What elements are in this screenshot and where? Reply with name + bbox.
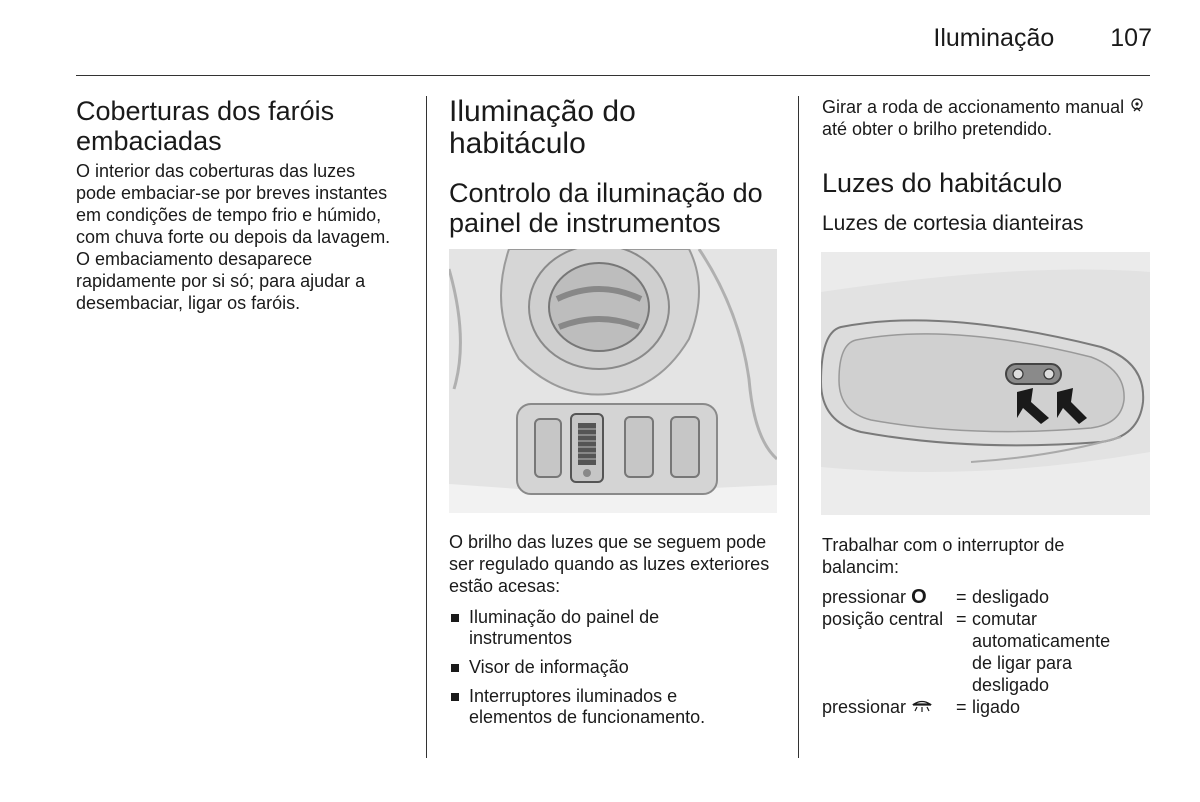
list-item: Visor de informação <box>449 657 784 678</box>
running-header <box>933 24 1152 53</box>
dashboard-figure <box>449 249 777 513</box>
column-divider-1 <box>426 96 427 758</box>
mode-result: ligado <box>972 697 1021 717</box>
mode-action: pressionar <box>822 696 956 718</box>
dimmer-instruction <box>822 96 1152 140</box>
headlight-fogging-heading: Coberturas dos faróis embaciadas <box>76 96 335 156</box>
dimmer-instruction-text-1: Girar a roda de accionamento manual <box>822 97 1125 117</box>
column-2 <box>449 96 784 238</box>
mode-result: desligado <box>972 587 1050 607</box>
dimmer-instruction-text-2: até obter o brilho pretendido. <box>822 119 1053 139</box>
page-number: 107 <box>1110 24 1152 52</box>
header-rule <box>76 75 1150 76</box>
column-1 <box>76 96 406 314</box>
panel-lighting-heading: Controlo da iluminação do painel de instrumentos <box>449 178 763 238</box>
column-3 <box>822 96 1157 236</box>
front-courtesy-lights-heading: Luzes de cortesia dianteiras <box>822 212 1084 235</box>
table-row <box>822 608 1132 696</box>
mode-action: posição central <box>822 609 944 629</box>
off-symbol: O <box>911 586 927 608</box>
brightness-intro: O brilho das luzes que se seguem pode ser regulado quando as luzes exteriores estão acesas: <box>449 532 770 596</box>
list-item: Interruptores iluminados e elementos de funcionamento. <box>449 686 749 728</box>
column-3-text <box>822 534 1157 718</box>
mode-result: comutar automaticamente de ligar para desligado <box>972 609 1111 695</box>
mode-action: pressionar O <box>822 586 927 608</box>
interior-light-icon <box>911 696 933 718</box>
courtesy-light-figure <box>821 252 1150 515</box>
column-divider-2 <box>798 96 799 758</box>
table-row <box>822 586 1132 608</box>
switch-modes-table <box>822 586 1132 718</box>
table-row <box>822 696 1132 718</box>
headlight-fogging-text: O interior das coberturas das luzes pode embaciar-se por breves instantes em condições de tempo frio e húmido, com chuva forte ou depois da lavagem. O embaciamento desaparece rapidamente por si só; para ajudar a desembaciar, ligar os faróis. <box>76 161 391 313</box>
dimmer-wheel-icon <box>1129 96 1145 118</box>
column-2-text <box>449 531 784 736</box>
rocker-switch-intro: Trabalhar com o interruptor de balancim: <box>822 535 1065 577</box>
mode-eq: = <box>956 609 967 629</box>
list-item: Iluminação do painel de instrumentos <box>449 607 699 649</box>
mode-eq: = <box>956 587 967 607</box>
cabin-lights-heading: Luzes do habitáculo <box>822 168 1063 198</box>
section-name: Iluminação <box>933 24 1055 52</box>
interior-lighting-heading: Iluminação do habitáculo <box>449 95 636 160</box>
mode-eq: = <box>956 697 967 717</box>
adjustable-lights-list <box>449 607 784 728</box>
